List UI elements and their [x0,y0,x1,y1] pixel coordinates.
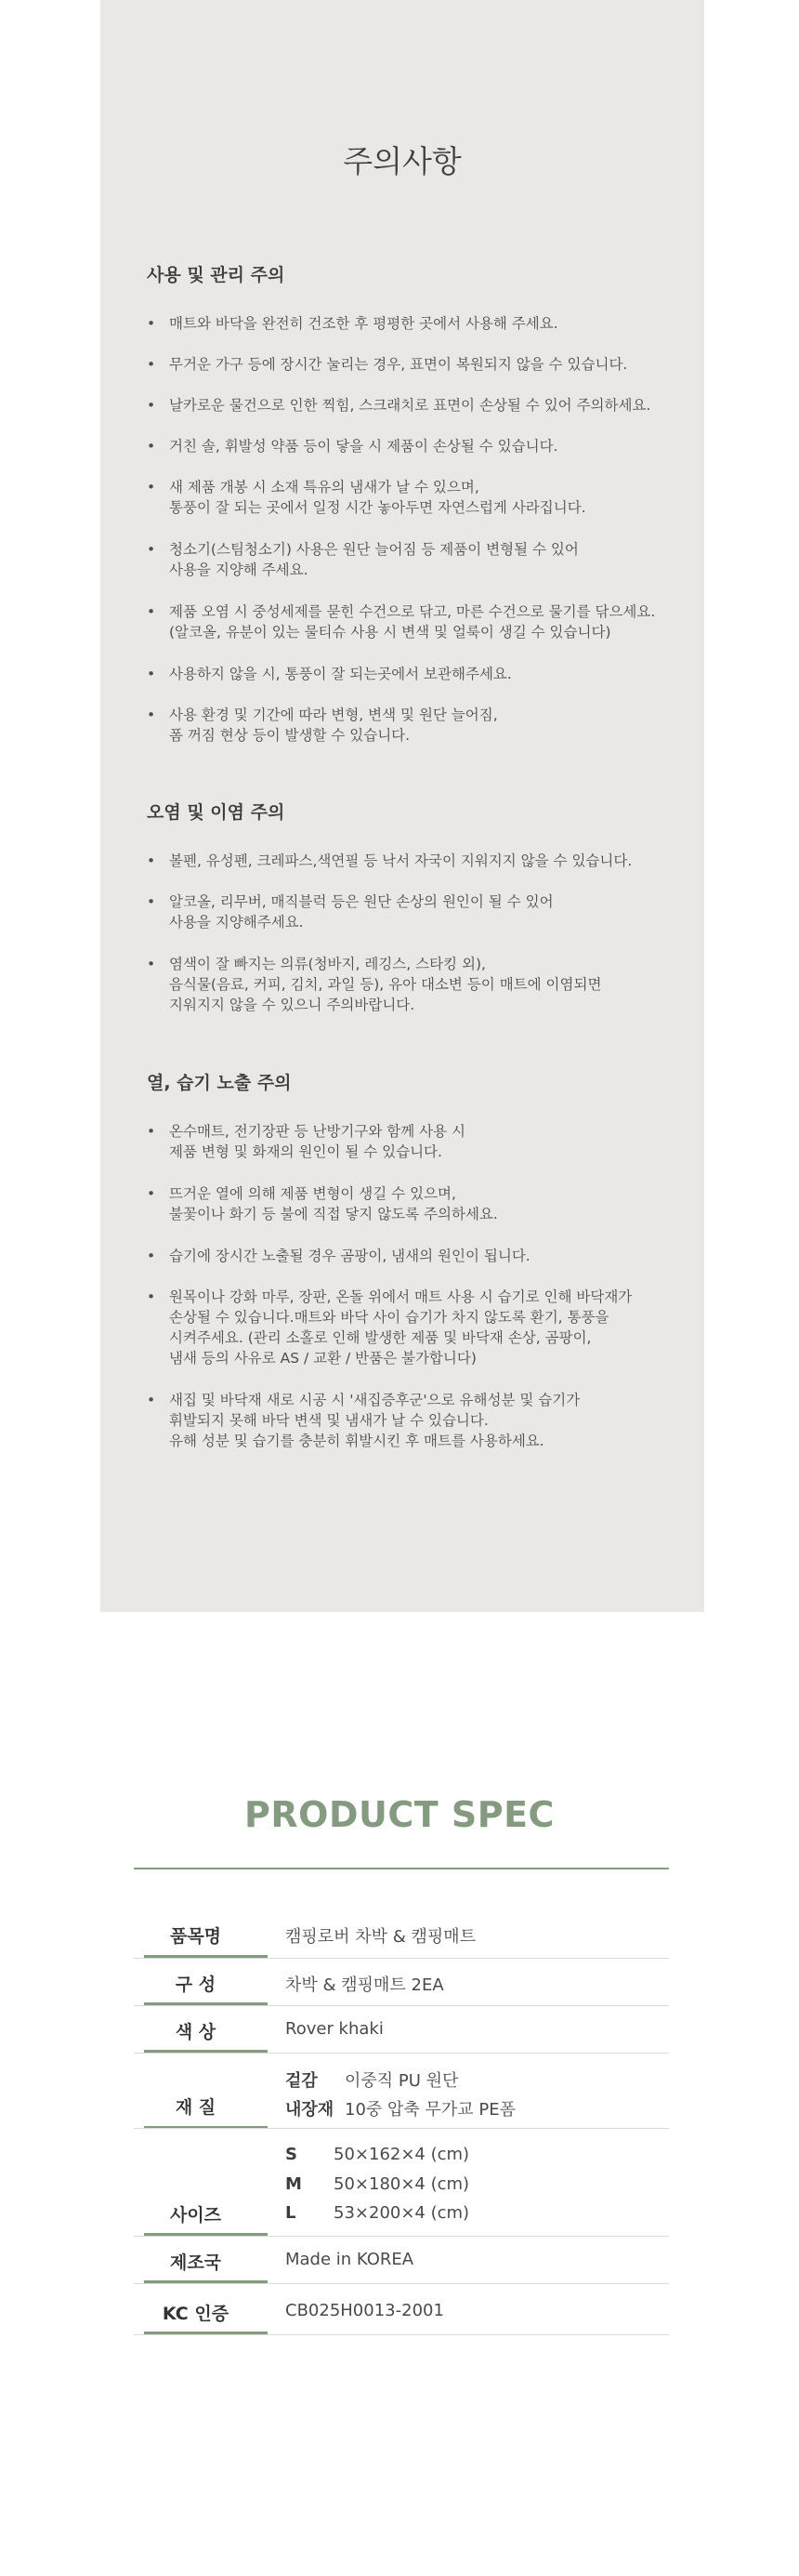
material-inner [285,2096,516,2120]
size-m [285,2174,469,2194]
spec-row-color [134,2005,669,2054]
spec-divider [134,1868,669,1869]
spec-label: KC 인증 [162,2304,229,2324]
spec-label: 구 성 [175,1975,216,1995]
spec-row-item-name [134,1915,669,1960]
spec-row-size [134,2128,669,2237]
size-m-value: 50×180×4 (cm) [334,2174,470,2194]
row-divider [134,2283,669,2284]
size-l-value: 53×200×4 (cm) [334,2203,470,2223]
spec-row-kc [134,2287,669,2335]
size-s-key: S [285,2145,297,2164]
caution-title: 주의사항 [343,143,462,179]
section-heading-heat: 열, 습기 노출 주의 [147,1073,292,1093]
spec-label: 사이즈 [169,2205,222,2226]
material-outer-key: 겉감 [285,2071,318,2091]
spec-label: 재 질 [175,2097,216,2118]
spec-row-composition [134,1958,669,2006]
size-l [285,2203,469,2223]
spec-value: Made in KOREA [285,2250,414,2269]
spec-title: PRODUCT SPEC [244,1794,555,1835]
spec-value: CB025H0013-2001 [285,2301,444,2320]
spec-value: Rover khaki [285,2019,384,2039]
spec-label: 제조국 [169,2252,222,2273]
section-heading-stain: 오염 및 이염 주의 [147,802,285,823]
caution-panel: 주의사항 사용 및 관리 주의 • 매트와 바닥을 완전히 건조한 후 평평한 곳에서 사용해 주세요. • 무거운 가구 등에 장시간 눌리는 경우, 표면이 복원되지 않을 수 있습니다. • 날카로운 물건으로 인한 찍힘, 스크래치로 표면이 손상될 수 있어 주의하세요. • 거친 솔, 휘발성 약품 등이 닿을 시 제품이 손상될 수 있습니다. • 새 제품 개봉 시 소재 특유의 냄새가 날 수 있으며, 통풍이 잘 되는 곳에서 일정 시간 놓아두면 자연스럽게 사라집니다. • 청소기(스팀청소기) 사용은 원단 늘어짐 등 제품이 변형될 수 있어 사용을 지양해 주세요. • 제품 오염 시 중성세제를 묻힌 수건으로 닦고, 마른 수건으로 물기를 닦으세요. (알코올, 유분이 있는 물티슈 사용 시 변색 및 얼룩이 생길 수 있습니다) • 사용하지 않을 시, 통풍이 잘 되는곳에서 보관해주세요. • 사용 환경 및 기간에 따라 변형, 변색 및 원단 늘어짐, 폼 꺼짐 현상 등이 발생할 수 있습니다. 오염 및 이염 주의 • 볼펜, 유성펜, 크레파스,색연필 등 낙서 자국이 지워지지 않을 수 있습니다. • 알코올, 리무버, 매직블럭 등은 원단 손상의 원인이 될 수 있어 사용을 지양해주세요. • 염색이 잘 빠지는 의류(청바지, 레깅스, 스타킹 외), 음식물(음료, 커피, 김치, 과일 등), 유아 대소변 등이 매트에 이염되면 지워지지 않을 수 있으니 주의바랍니다. 열, 습기 노출 주의 • 온수매트, 전기장판 등 난방기구와 함께 사용 시 제품 변형 및 화재의 원인이 될 수 있습니다. • 뜨거운 열에 의해 제품 변형이 생길 수 있으며, 불꽃이나 화기 등 불에 직접 닿지 않도록 주의하세요. • 습기에 장시간 노출될 경우 곰팡이, 냄새의 원인이 됩니다. • 원목이나 강화 마루, 장판, 온돌 위에서 매트 사용 시 습기로 인해 바닥재가 손상될 수 있습니다.매트와 바닥 사이 습기가 차지 않도록 환기, 통풍을 시켜주세요. (관리 소홀로 인해 발생한 제품 및 바닥재 손상, 곰팡이, 냄새 등의 사유로 AS / 교환 / 반품은 불가합니다) • 새집 및 바닥재 새로 시공 시 '새집증후군'으로 유해성분 및 습기가 휘발되지 못해 바닥 변색 및 냄새가 날 수 있습니다. 유해 성분 및 습기를 충분히 휘발시킨 후 매트를 사용하세요. [100,0,704,1612]
spec-row-origin [134,2236,669,2284]
size-s-value: 50×162×4 (cm) [334,2145,470,2164]
spec-label: 품목명 [169,1926,222,1947]
spec-label: 색 상 [175,2022,216,2042]
material-outer [285,2067,458,2092]
section-heading-usage: 사용 및 관리 주의 [147,265,285,285]
row-divider [134,2334,669,2335]
material-inner-key: 내장재 [285,2100,334,2120]
size-l-key: L [285,2203,296,2223]
spec-row-material [134,2053,669,2129]
size-m-key: M [285,2174,302,2194]
spec-value: 차박 & 캠핑매트 2EA [285,1975,444,1995]
material-inner-value: 10중 압축 무가교 PE폼 [345,2100,517,2120]
material-outer-value: 이중직 PU 원단 [345,2071,459,2091]
size-s [285,2145,469,2164]
spec-value: 캠핑로버 차박 & 캠핑매트 [285,1927,477,1947]
